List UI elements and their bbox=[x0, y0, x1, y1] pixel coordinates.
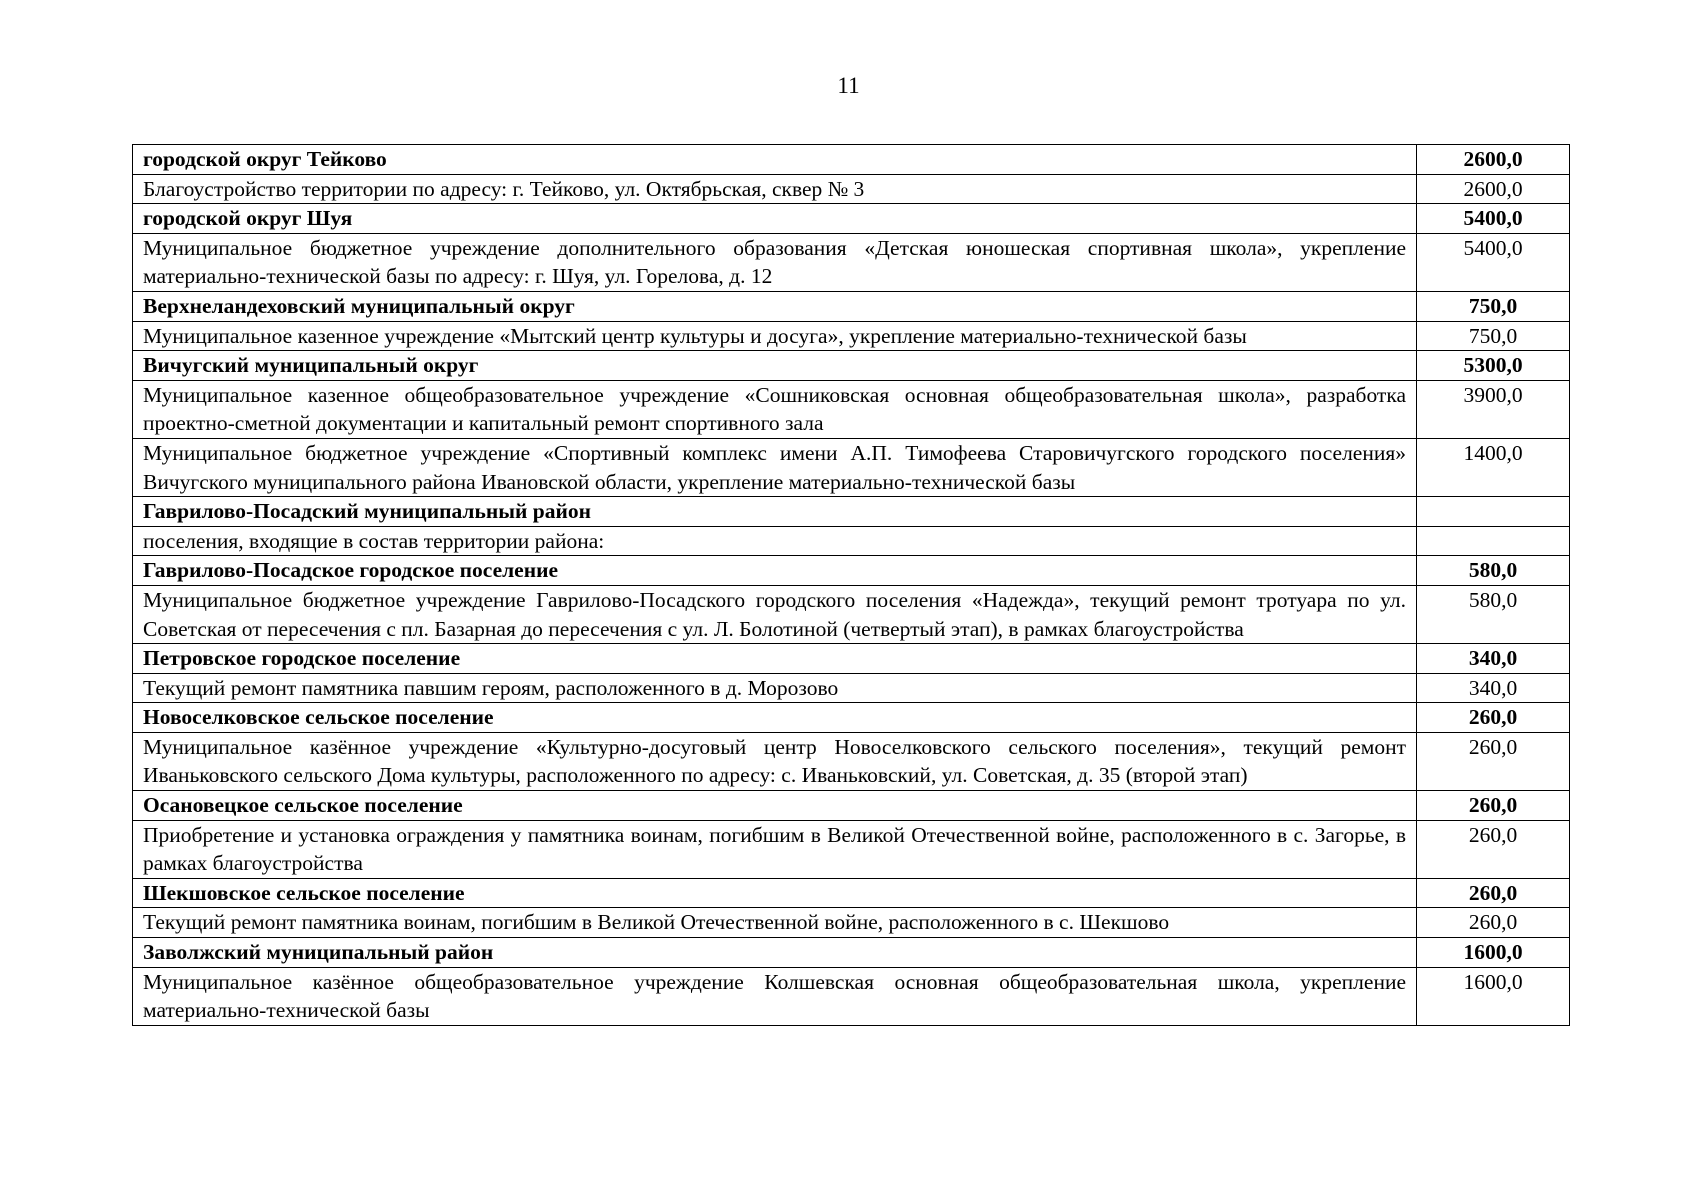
project-amount: 5400,0 bbox=[1417, 233, 1570, 291]
municipality-name: городской округ Тейково bbox=[133, 145, 1417, 175]
project-amount: 2600,0 bbox=[1417, 174, 1570, 204]
table-row bbox=[133, 351, 1570, 381]
project-amount: 750,0 bbox=[1417, 321, 1570, 351]
municipality-name: Петровское городское поселение bbox=[133, 644, 1417, 674]
municipality-total: 1600,0 bbox=[1417, 938, 1570, 968]
table-row bbox=[133, 673, 1570, 703]
project-amount: 260,0 bbox=[1417, 820, 1570, 878]
project-description: Благоустройство территории по адресу: г. Тейково, ул. Октябрьская, сквер № 3 bbox=[133, 174, 1417, 204]
table-row bbox=[133, 703, 1570, 733]
municipality-total: 5300,0 bbox=[1417, 351, 1570, 381]
table-row bbox=[133, 145, 1570, 175]
table-row bbox=[133, 438, 1570, 496]
municipality-total: 260,0 bbox=[1417, 791, 1570, 821]
subsection-note: поселения, входящие в состав территории района: bbox=[133, 526, 1417, 556]
project-description: Текущий ремонт памятника павшим героям, расположенного в д. Морозово bbox=[133, 673, 1417, 703]
table-row bbox=[133, 321, 1570, 351]
project-amount bbox=[1417, 526, 1570, 556]
budget-table-body bbox=[133, 145, 1570, 1026]
table-row bbox=[133, 878, 1570, 908]
table-row bbox=[133, 644, 1570, 674]
project-description: Текущий ремонт памятника воинам, погибшим в Великой Отечественной войне, расположенного в с. Шекшово bbox=[133, 908, 1417, 938]
municipality-total bbox=[1417, 497, 1570, 527]
municipality-name: Гаврилово-Посадский муниципальный район bbox=[133, 497, 1417, 527]
project-amount: 3900,0 bbox=[1417, 380, 1570, 438]
project-amount: 580,0 bbox=[1417, 585, 1570, 643]
municipality-total: 260,0 bbox=[1417, 878, 1570, 908]
project-description: Муниципальное казённое учреждение «Культурно-досуговый центр Новоселковского сельского поселения», текущий ремонт Иваньковского сельского Дома культуры, расположенного по адресу: с. Иваньковский, ул. Советская, д. 35 (второй этап) bbox=[133, 732, 1417, 790]
table-row bbox=[133, 556, 1570, 586]
municipality-total: 580,0 bbox=[1417, 556, 1570, 586]
municipality-name: Верхнеландеховский муниципальный округ bbox=[133, 291, 1417, 321]
table-row bbox=[133, 526, 1570, 556]
table-row bbox=[133, 204, 1570, 234]
municipality-name: Новоселковское сельское поселение bbox=[133, 703, 1417, 733]
project-description: Муниципальное казенное общеобразовательное учреждение «Сошниковская основная общеобразовательная школа», разработка проектно-сметной документации и капитальный ремонт спортивного зала bbox=[133, 380, 1417, 438]
table-row bbox=[133, 291, 1570, 321]
project-amount: 260,0 bbox=[1417, 908, 1570, 938]
municipality-total: 260,0 bbox=[1417, 703, 1570, 733]
project-description: Приобретение и установка ограждения у памятника воинам, погибшим в Великой Отечественной войне, расположенного в с. Загорье, в рамках благоустройства bbox=[133, 820, 1417, 878]
page-number: 11 bbox=[837, 73, 860, 98]
table-row bbox=[133, 820, 1570, 878]
table-row bbox=[133, 380, 1570, 438]
table-row bbox=[133, 174, 1570, 204]
project-amount: 340,0 bbox=[1417, 673, 1570, 703]
project-amount: 1400,0 bbox=[1417, 438, 1570, 496]
municipality-total: 340,0 bbox=[1417, 644, 1570, 674]
table-row bbox=[133, 967, 1570, 1025]
municipality-name: Заволжский муниципальный район bbox=[133, 938, 1417, 968]
municipality-total: 5400,0 bbox=[1417, 204, 1570, 234]
municipality-name: Осановецкое сельское поселение bbox=[133, 791, 1417, 821]
project-description: Муниципальное бюджетное учреждение «Спортивный комплекс имени А.П. Тимофеева Старовичугского городского поселения» Вичугского муниципального района Ивановской области, укрепление материально-технической базы bbox=[133, 438, 1417, 496]
project-description: Муниципальное бюджетное учреждение Гаврилово-Посадского городского поселения «Надежда», текущий ремонт тротуара по ул. Советская от пересечения с пл. Базарная до пересечения с ул. Л. Болотиной (четвертый этап), в рамках благоустройства bbox=[133, 585, 1417, 643]
municipality-total: 750,0 bbox=[1417, 291, 1570, 321]
table-row bbox=[133, 791, 1570, 821]
table-row bbox=[133, 732, 1570, 790]
municipality-name: Вичугский муниципальный округ bbox=[133, 351, 1417, 381]
table-row bbox=[133, 233, 1570, 291]
municipality-total: 2600,0 bbox=[1417, 145, 1570, 175]
municipality-name: городской округ Шуя bbox=[133, 204, 1417, 234]
project-description: Муниципальное казенное учреждение «Мытский центр культуры и досуга», укрепление материально-технической базы bbox=[133, 321, 1417, 351]
municipality-name: Шекшовское сельское поселение bbox=[133, 878, 1417, 908]
budget-allocation-table bbox=[132, 144, 1570, 1026]
project-description: Муниципальное бюджетное учреждение дополнительного образования «Детская юношеская спортивная школа», укрепление материально-технической базы по адресу: г. Шуя, ул. Горелова, д. 12 bbox=[133, 233, 1417, 291]
project-amount: 260,0 bbox=[1417, 732, 1570, 790]
table-row bbox=[133, 497, 1570, 527]
table-row bbox=[133, 908, 1570, 938]
municipality-name: Гаврилово-Посадское городское поселение bbox=[133, 556, 1417, 586]
project-amount: 1600,0 bbox=[1417, 967, 1570, 1025]
table-row bbox=[133, 938, 1570, 968]
table-row bbox=[133, 585, 1570, 643]
project-description: Муниципальное казённое общеобразовательное учреждение Колшевская основная общеобразовательная школа, укрепление материально-технической базы bbox=[133, 967, 1417, 1025]
